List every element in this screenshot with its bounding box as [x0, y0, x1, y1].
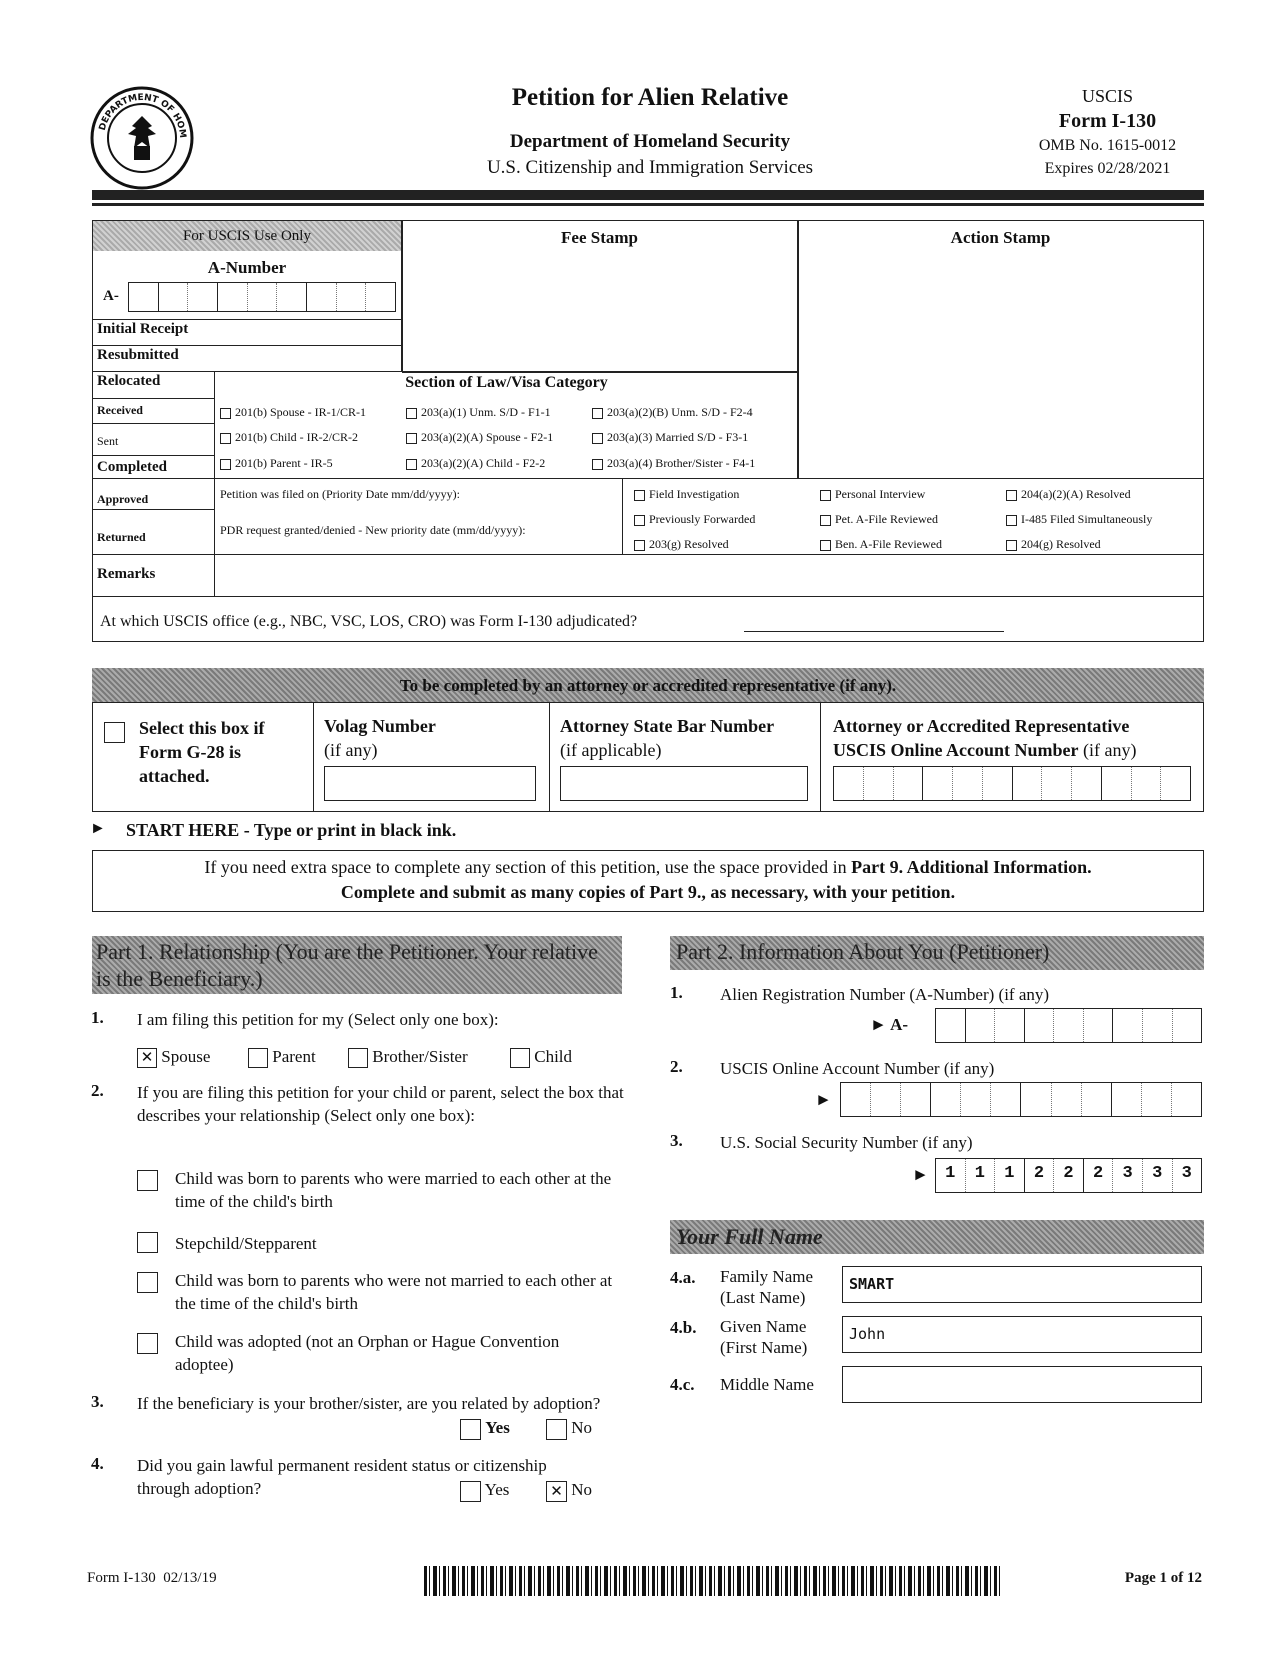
q4-no[interactable]: ✕ No: [546, 1478, 592, 1502]
q4-yes[interactable]: Yes: [460, 1478, 509, 1502]
g28-checkbox[interactable]: [104, 722, 125, 743]
divider: [93, 345, 402, 346]
divider: [93, 371, 798, 372]
q2-option-married[interactable]: [137, 1170, 158, 1191]
p2-q1-arrow: ► A-: [870, 1015, 909, 1034]
option-brother-sister[interactable]: Brother/Sister: [348, 1045, 468, 1068]
check-field-investigation[interactable]: Field Investigation: [634, 487, 739, 502]
divider: [93, 455, 215, 456]
remarks-label: Remarks: [97, 566, 156, 582]
middle-name-input[interactable]: [842, 1366, 1202, 1403]
bar-number-label: Attorney State Bar Number: [560, 716, 775, 736]
checkbox[interactable]: [634, 490, 645, 501]
ssn-digit: 2: [1084, 1159, 1114, 1192]
section-law-title: Section of Law/Visa Category: [405, 374, 608, 391]
acct-label-bold: USCIS Online Account Number: [833, 740, 1079, 760]
option-spouse[interactable]: ✕ Spouse: [137, 1045, 210, 1068]
relocated-label: Relocated: [97, 373, 161, 389]
volag-sub: (if any): [324, 740, 378, 760]
full-name-header: Your Full Name: [676, 1224, 823, 1249]
bar-number-sub: (if applicable): [560, 740, 662, 760]
q2-option-step-label: Stepchild/Stepparent: [175, 1234, 317, 1253]
footer-page: Page 1 of 12: [1124, 1570, 1202, 1586]
p2-a-number-boxes[interactable]: [935, 1008, 1202, 1043]
expiration-date: Expires 02/28/2021: [1044, 160, 1171, 177]
divider: [549, 702, 550, 812]
p2-q2-num: 2.: [670, 1057, 683, 1076]
brother-sister-checkbox[interactable]: [348, 1048, 368, 1068]
checkbox[interactable]: [137, 1170, 158, 1191]
checkbox[interactable]: [137, 1333, 158, 1354]
fee-stamp-label: Fee Stamp: [561, 228, 638, 247]
middle-name-label: Middle Name: [720, 1375, 814, 1394]
ssn-digit: 3: [1113, 1159, 1143, 1192]
ssn-digit: 3: [1143, 1159, 1173, 1192]
checkbox[interactable]: [820, 540, 831, 551]
footer-form-date: Form I-130 02/13/19: [87, 1570, 217, 1586]
q4-yes-checkbox[interactable]: [460, 1481, 481, 1502]
given-name-input[interactable]: John: [842, 1316, 1202, 1353]
agency-name: U.S. Citizenship and Immigration Services: [486, 157, 814, 178]
petition-filed-label: Petition was filed on (Priority Date mm/dd/yyyy):: [220, 487, 460, 501]
parent-checkbox[interactable]: [248, 1048, 268, 1068]
p1-q1-num: 1.: [91, 1008, 104, 1027]
ssn-digit: 2: [1054, 1159, 1084, 1192]
checkbox[interactable]: [220, 459, 231, 470]
q2-option-married-label: Child was born to parents who were married to each other at the time of the child's birth: [175, 1169, 612, 1211]
divider: [214, 371, 215, 597]
p2-q1-text: Alien Registration Number (A-Number) (if any): [720, 985, 1050, 1004]
q2-option-not-married[interactable]: [137, 1272, 158, 1293]
checkbox[interactable]: [634, 515, 645, 526]
family-name-label: Family Name (Last Name): [720, 1267, 814, 1307]
header-rule: [92, 190, 1204, 200]
checkbox[interactable]: [592, 459, 603, 470]
visa-category[interactable]: 203(a)(1) Unm. S/D - F1-1: [406, 405, 551, 420]
q3-yes-checkbox[interactable]: [460, 1419, 481, 1440]
right-agency: USCIS: [1081, 86, 1134, 106]
pdr-request-label: PDR request granted/denied - New priority date (mm/dd/yyyy):: [220, 523, 526, 537]
checkbox[interactable]: [406, 459, 417, 470]
divider: [93, 319, 402, 320]
visa-category[interactable]: 203(a)(2)(A) Child - F2-2: [406, 456, 545, 471]
resubmitted-label: Resubmitted: [97, 347, 179, 363]
ssn-digit: 3: [1181, 1164, 1192, 1183]
visa-category[interactable]: 201(b) Child - IR-2/CR-2: [220, 430, 358, 445]
divider: [93, 398, 215, 399]
check-i485[interactable]: I-485 Filed Simultaneously: [1006, 512, 1152, 527]
g28-label: Select this box if Form G-28 is attached.: [139, 718, 265, 786]
p2-q3-text: U.S. Social Security Number (if any): [720, 1133, 973, 1152]
p2-online-account-boxes[interactable]: [840, 1082, 1202, 1117]
ssn-digit: 1: [995, 1159, 1025, 1192]
checkbox[interactable]: [592, 408, 603, 419]
check-204a2a[interactable]: 204(a)(2)(A) Resolved: [1006, 487, 1131, 502]
p1-q1-text: I am filing this petition for my (Select only one box):: [137, 1010, 499, 1029]
check-204g[interactable]: 204(g) Resolved: [1006, 537, 1101, 552]
p2-q2-arrow: ►: [815, 1090, 832, 1109]
p1-q3-num: 3.: [91, 1392, 104, 1411]
ssn-digit: 1: [966, 1159, 996, 1192]
p1-q2-text: If you are filing this petition for your child or parent, select the box that describes your relationship (Select only one box):: [137, 1083, 624, 1125]
visa-category[interactable]: 203(a)(3) Married S/D - F3-1: [592, 430, 748, 445]
middle-name-num: 4.c.: [670, 1375, 695, 1394]
visa-category[interactable]: 203(a)(2)(A) Spouse - F2-1: [406, 430, 553, 445]
p1-q2-num: 2.: [91, 1081, 104, 1100]
a-number-label: A-Number: [207, 258, 287, 277]
checkbox[interactable]: [1006, 515, 1017, 526]
child-checkbox[interactable]: [510, 1048, 530, 1068]
check-personal-interview[interactable]: Personal Interview: [820, 487, 925, 502]
start-arrow: ►: [90, 820, 106, 837]
given-name-num: 4.b.: [670, 1318, 697, 1337]
family-name-num: 4.a.: [670, 1268, 696, 1287]
ssn-digit: 2: [1025, 1159, 1055, 1192]
option-parent[interactable]: Parent: [248, 1045, 316, 1068]
p2-q3-arrow: ►: [912, 1165, 929, 1184]
info-line1-text: If you need extra space to complete any section of this petition, use the space provided in: [204, 857, 847, 877]
q3-no[interactable]: No: [546, 1416, 592, 1440]
divider: [820, 702, 821, 812]
option-child[interactable]: Child: [510, 1045, 572, 1068]
divider: [93, 423, 215, 424]
info-line1: [92, 857, 1204, 878]
acct-label-line2: [833, 740, 1137, 761]
visa-category[interactable]: 201(b) Parent - IR-5: [220, 456, 333, 471]
info-line2: Complete and submit as many copies of Part 9., as necessary, with your petition.: [340, 882, 956, 902]
attorney-banner-text: To be completed by an attorney or accredited representative (if any).: [399, 676, 897, 695]
completed-label: Completed: [97, 459, 167, 475]
divider: [93, 478, 1204, 479]
divider: [313, 702, 314, 812]
visa-category[interactable]: 203(a)(2)(B) Unm. S/D - F2-4: [592, 405, 753, 420]
ssn-digit: 1: [936, 1159, 966, 1192]
uscis-use-title: For USCIS Use Only: [183, 228, 311, 244]
seal-icon: [90, 86, 194, 190]
returned-label: Returned: [97, 530, 146, 544]
received-label: Received: [97, 403, 143, 417]
sent-label: Sent: [97, 434, 119, 448]
header-rule-thin: [92, 203, 1204, 206]
bar-number-input[interactable]: [560, 766, 808, 801]
q3-yes[interactable]: Yes: [460, 1416, 510, 1440]
a-number-boxes[interactable]: [128, 282, 396, 312]
divider: [797, 221, 799, 478]
visa-category[interactable]: 203(a)(4) Brother/Sister - F4-1: [592, 456, 755, 471]
checkbox[interactable]: [1006, 490, 1017, 501]
initial-receipt-label: Initial Receipt: [97, 321, 189, 337]
spouse-checkbox[interactable]: ✕: [137, 1048, 157, 1068]
divider: [622, 478, 623, 554]
form-title: Petition for Alien Relative: [511, 84, 789, 111]
p1-q4-text: Did you gain lawful permanent resident status or citizenship through adoption?: [137, 1456, 547, 1498]
checkbox[interactable]: [634, 540, 645, 551]
office-answer-line[interactable]: [744, 631, 1004, 632]
info-line1-bold: Part 9. Additional Information.: [851, 857, 1092, 877]
q2-option-adopted-label: Child was adopted (not an Orphan or Hague Convention adoptee): [175, 1332, 560, 1374]
family-name-input[interactable]: SMART: [842, 1266, 1202, 1303]
attorney-account-boxes[interactable]: [833, 766, 1191, 801]
approved-label: Approved: [97, 492, 149, 506]
divider: [93, 596, 1204, 597]
g28-checkbox-wrap[interactable]: [104, 722, 125, 743]
volag-label: Volag Number: [324, 716, 436, 736]
part1-header: Part 1. Relationship (You are the Petitioner. Your relative is the Beneficiary.): [96, 939, 598, 991]
checkbox[interactable]: [592, 433, 603, 444]
form-number: Form I-130: [1058, 110, 1157, 132]
checkbox[interactable]: [220, 408, 231, 419]
checkbox[interactable]: [137, 1232, 158, 1253]
check-203g-resolved[interactable]: 203(g) Resolved: [634, 537, 729, 552]
barcode: [424, 1566, 1002, 1596]
divider: [93, 509, 215, 510]
q2-option-step[interactable]: [137, 1232, 158, 1253]
dhs-seal: [90, 86, 194, 190]
check-ben-afile[interactable]: Ben. A-File Reviewed: [820, 537, 942, 552]
start-here-text: START HERE - Type or print in black ink.: [126, 820, 457, 840]
p2-q1-num: 1.: [670, 983, 683, 1002]
checkbox[interactable]: [406, 408, 417, 419]
check-previously-forwarded[interactable]: Previously Forwarded: [634, 512, 755, 527]
svg-text:DEPARTMENT OF HOMELAND SECURIT: DEPARTMENT OF HOM: [97, 92, 188, 139]
volag-input[interactable]: [324, 766, 536, 801]
divider: [93, 554, 1204, 555]
department-name: Department of Homeland Security: [509, 131, 791, 152]
q3-no-checkbox[interactable]: [546, 1419, 567, 1440]
acct-sub: (if any): [1083, 740, 1137, 760]
checkbox[interactable]: [820, 490, 831, 501]
p1-q3-text: If the beneficiary is your brother/sister, are you related by adoption?: [137, 1394, 601, 1413]
checkbox[interactable]: [1006, 540, 1017, 551]
given-name-label: Given Name (First Name): [720, 1317, 808, 1357]
p2-q2-text: USCIS Online Account Number (if any): [720, 1059, 995, 1078]
q4-no-checkbox[interactable]: ✕: [546, 1481, 567, 1502]
checkbox[interactable]: [220, 433, 231, 444]
q2-option-adopted[interactable]: [137, 1333, 158, 1354]
p1-q4-num: 4.: [91, 1454, 104, 1473]
visa-category[interactable]: 201(b) Spouse - IR-1/CR-1: [220, 405, 366, 420]
office-question: At which USCIS office (e.g., NBC, VSC, LOS, CRO) was Form I-130 adjudicated?: [100, 613, 638, 630]
q2-option-not-married-label: Child was born to parents who were not married to each other at the time of the child's birth: [175, 1271, 613, 1313]
action-stamp-label: Action Stamp: [950, 228, 1051, 247]
checkbox[interactable]: [137, 1272, 158, 1293]
a-prefix: A-: [103, 288, 119, 304]
p2-q3-num: 3.: [670, 1131, 683, 1150]
omb-number: OMB No. 1615-0012: [1038, 137, 1177, 154]
checkbox[interactable]: [820, 515, 831, 526]
checkbox[interactable]: [406, 433, 417, 444]
check-pet-afile[interactable]: Pet. A-File Reviewed: [820, 512, 938, 527]
acct-label: Attorney or Accredited Representative: [833, 716, 1130, 736]
part2-header: Part 2. Information About You (Petitioner): [676, 939, 1050, 964]
ssn-boxes[interactable]: [935, 1158, 1202, 1193]
